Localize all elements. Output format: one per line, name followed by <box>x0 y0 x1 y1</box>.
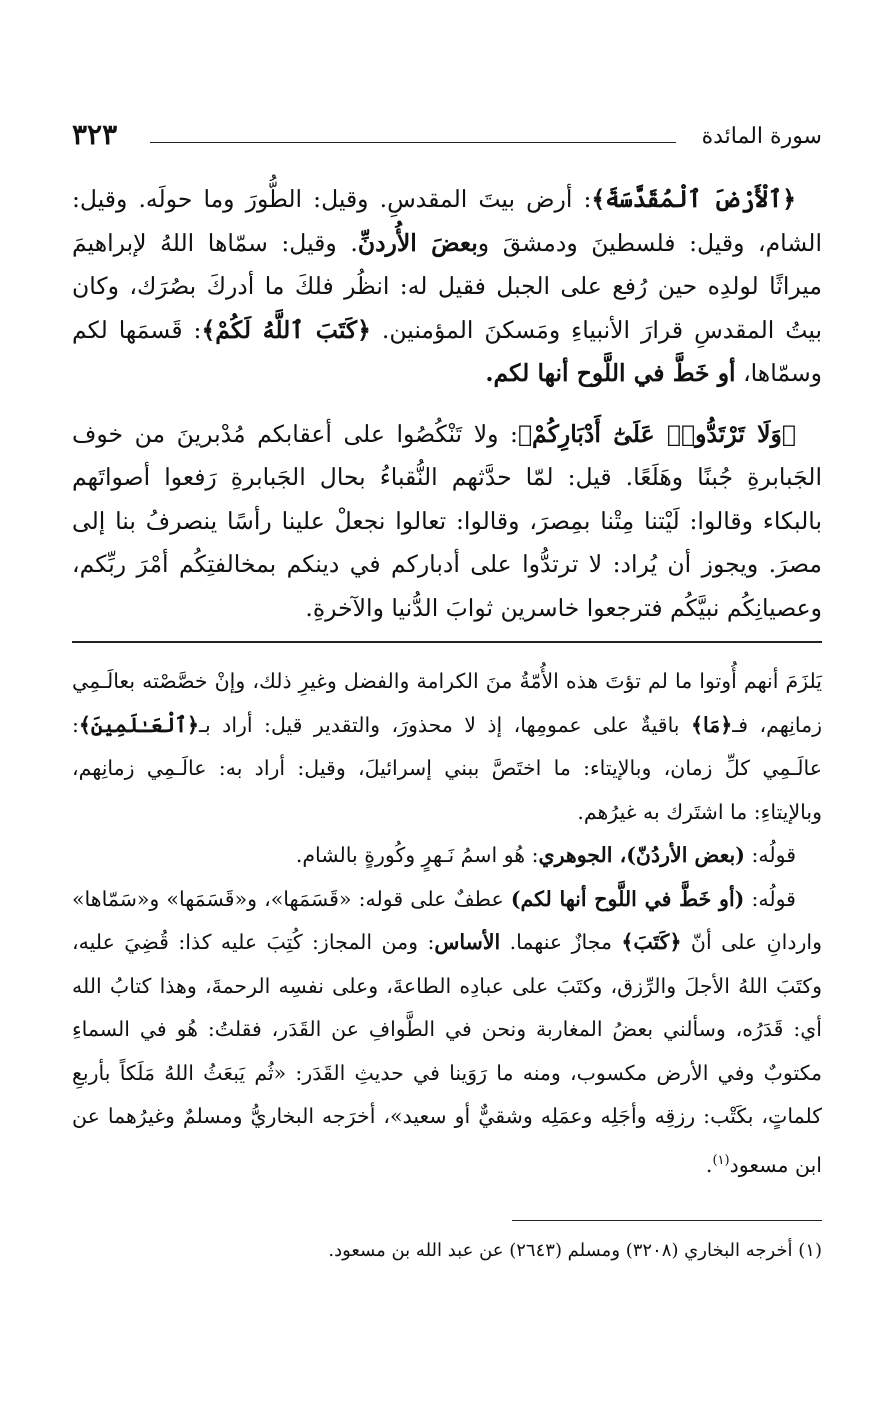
paragraph-text: : عالَـمِي كلِّ زمان، وبالإيتاء: ما اختَصَّ ببني إسرائيلَ، وقيل: أراد به: عالَـمِي زمانِهم، وبالإيتاءِ: ما اشتَرك به غيرُهم. <box>72 712 822 824</box>
paragraph-text: : قَسمَها لكم وسمّاها، <box>72 315 822 387</box>
footnote-marker: (١) <box>712 1152 730 1168</box>
paragraph-lead: قولُه: <box>744 843 796 867</box>
paragraph-text: : هُو اسمُ نَـهرٍ وكُورةٍ بالشام. <box>295 843 539 867</box>
footnote: (١) أخرجه البخاري (٣٢٠٨) ومسلم (٢٦٤٣) عن عبد الله بن مسعود. <box>328 1240 822 1261</box>
paragraph-text: : ولا تَنْكُصُوا على أعقابكم مُدْبرينَ من خوف الجَبابرةِ جُبنًا وهَلَعًا. قيل: لمّا حدَّثهم النُّقباءُ بحال الجَبابرةِ رَفعوا أصواتَهم بالبكاء وقالوا: لَيْتنا مِتْنا بمِصرَ، وقالوا: تعالوا نجعلْ علينا رأسًا ينصرفُ بنا إلى مصرَ. ويجوز أن يُراد: لا ترتدُّوا على أدباركم في دينكم بمخالفتِكُم أمْرَ ربِّكم، وعصيانِكُم نبيَّكُم فترجعوا خاسرين ثوابَ الدُّنيا والآخرةِ. <box>72 419 822 622</box>
commentary-paragraph <box>72 834 822 878</box>
page-number: ٣٢٣ <box>72 118 118 151</box>
paragraph-text: يَلزَمَ أنهم أُوتوا ما لم تؤتَ هذه الأُمّةُ منَ الكرامة والفضل وغيرِ ذلك، وإنْ خصَّصْته بعالَـمِي زمانِهم، فـ <box>72 669 822 737</box>
paragraph-lead: قولُه: <box>744 886 796 911</box>
emphasis-text: (أو خَطَّ في اللَّوح أنها لكم) <box>510 886 745 911</box>
emphasis-text: أو خَطَّ في اللَّوح أنها لكم. <box>485 359 736 387</box>
surah-name: سورة المائدة <box>701 124 822 149</box>
quran-quote: ﴿ٱلْعَـٰلَمِينَ﴾ <box>78 712 200 737</box>
paragraph-text: . وقيل: سمّاها اللهُ لإبراهيمَ ميراثًا لولدِه حين رُفع على الجبل فقيل له: انظُر فلكَ ما أدركَ بصُرَك، وكان بيتُ المقدسِ قرارَ الأنبياءِ ومَسكنَ المؤمنين. <box>72 228 822 344</box>
commentary-paragraph <box>72 660 822 834</box>
footnote-rule <box>512 1220 822 1221</box>
quran-quote: ﴿مَا﴾ <box>690 712 733 737</box>
commentary-paragraph <box>72 878 822 1187</box>
emphasis-text: الأساس <box>434 930 501 954</box>
quran-quote: ﴿كَتَبَ﴾ <box>621 930 682 954</box>
paragraph-text: مجازٌ عنهما. <box>500 930 622 954</box>
quran-quote: ﴿كَتَبَ ٱللَّهُ لَكُمْ﴾ <box>201 315 371 344</box>
quran-quote: ﴿ٱلْأَرْضَ ٱلْمُقَدَّسَةَ﴾ <box>591 185 796 213</box>
emphasis-text: بعضَ الأُردنِّ <box>357 228 478 257</box>
section-divider <box>72 641 822 643</box>
paragraph-text: : ومن المجاز: كُتِبَ عليه كذا: قُضِيَ عليه، وكتَبَ اللهُ الأجلَ والرِّزق، وكتَبَ على عبادِه الطاعةَ، وعلى نفسِه الرحمةَ، وهذا كتابُ الله أي: قَدَرُه، وسألني بعضُ المغاربة ونحن في الطَّوافِ عن القَدَر، فقلتُ: هُو في السماءِ مكتوبٌ وفي الأرض مكسوب، ومنه ما رَوَينا في حديثِ القَدَر: «ثُم يَبعَثُ اللهُ مَلَكاً بأربعِ كلماتٍ، بكَتْب: رزقِه وأجَلِه وعمَلِه وشقيٌّ أو سعيد»، أخرَجه البخاريُّ ومسلمٌ وغيرُهما عن ابن مسعود <box>72 930 822 1177</box>
paragraph-do-not-turn-back <box>72 413 822 631</box>
tafsir-text <box>72 178 822 630</box>
paragraph-text: . <box>705 1152 713 1177</box>
emphasis-text: (بعض الأردُنّ)، الجوهري <box>538 843 745 867</box>
paragraph-holy-land <box>72 178 822 396</box>
paragraph-text: : أرض بيتَ المقدسِ. وقيل: الطُّورَ وما حولَه. وقيل: الشام، وقيل: فلسطينَ ودمشقَ و <box>72 185 822 257</box>
paragraph-text: باقيةٌ على عمومِها، إذ لا محذورَ، والتقدير قيل: أراد بـ <box>199 712 691 737</box>
quran-quote: ﴿وَلَا تَرْتَدُّوا۟ عَلَىٰٓ أَدْبَارِكُمْ﴾ <box>517 419 796 448</box>
header-rule <box>150 142 676 143</box>
running-header <box>72 118 822 158</box>
commentary-text <box>72 660 822 1187</box>
paragraph-text: عطفٌ على قوله: «قَسَمَها»، و«قَسَمَها» و«سَمّاها» واردانِ على أنّ <box>72 886 822 954</box>
